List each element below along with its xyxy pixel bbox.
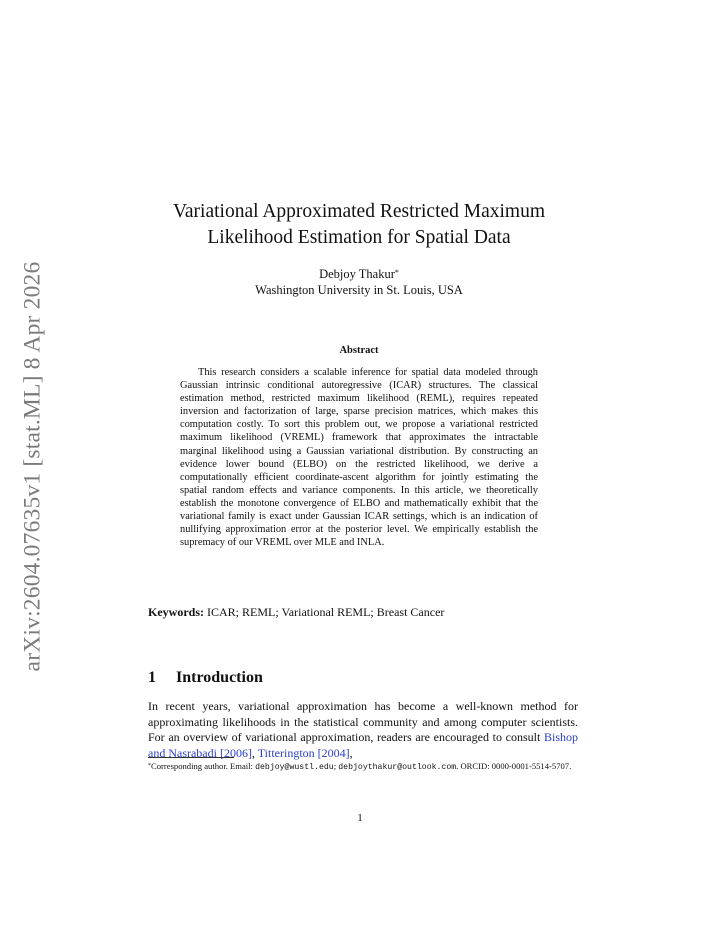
abstract-text: This research considers a scalable inference for spatial data modeled through Gaussian intrinsic conditional autoregressive (ICAR) structures. The classical estimation method, restricted maximum likelihood (REML), requires repeated inversion and factorization of large, sparse precision matrices, which makes this computation costly. To sort this problem out, we propose a variational restricted maximum likelihood (VREML) framework that approximates the intractable marginal likelihood using a Gaussian variational distribution. By constructing an evidence lower bound (ELBO) on the restricted likelihood, we derive a computationally efficient coordinate-ascent algorithm for jointly estimating the spatial random effects and variance components. In this article, we theoretically establish the monotone convergence of ELBO and mathematically exhibit that the variational family is exact under Gaussian ICAR settings, which is an indication of nullifying approximation error at the posterior level. We empirically establish the supremacy of our VREML over MLE and INLA. [180, 367, 538, 549]
author-affiliation: Washington University in St. Louis, USA [255, 283, 463, 297]
keywords-text: ICAR; REML; Variational REML; Breast Cancer [207, 605, 445, 619]
author-block [140, 266, 578, 298]
email-primary[interactable]: debjoy@wustl.edu [255, 763, 334, 772]
keywords-line [148, 604, 578, 620]
intro-paragraph: In recent years, variational approximation has become a well-known method for approximating likelihoods in the statistical community and among computer scientists. For an overview of variational approximation, readers are encouraged to consult Bishop and Nasrabadi [2006], Titterington [2004], [148, 699, 578, 760]
citation-link-bishop[interactable]: Bishop and Nasrabadi [2006] [148, 730, 578, 760]
footnote-mark: * [148, 763, 151, 769]
section-title: Introduction [176, 669, 263, 687]
footnote-marker[interactable]: * [394, 268, 399, 277]
section-heading-introduction [148, 667, 578, 689]
abstract-heading: Abstract [339, 345, 379, 356]
email-secondary[interactable]: debjoythakur@outlook.com [338, 763, 457, 772]
footnote-rule [148, 757, 234, 758]
footnote: *Corresponding author. Email: debjoy@wustl.edu; debjoythakur@outlook.com. ORCID: 0000-0001-5514-5707. [148, 761, 572, 772]
arxiv-identifier[interactable]: arXiv:2604.07635v1 [stat.ML] 8 Apr 2026 [19, 261, 46, 671]
page-number: 1 [357, 812, 363, 824]
author-name: Debjoy Thakur* [319, 267, 399, 281]
arxiv-side-stamp [12, 258, 54, 674]
paper-title: Variational Approximated Restricted Maximum Likelihood Estimation for Spatial Data [172, 201, 546, 248]
section-number: 1 [148, 669, 156, 687]
keywords-label: Keywords: [148, 605, 204, 619]
citation-link-titterington[interactable]: Titterington [2004] [257, 745, 350, 760]
